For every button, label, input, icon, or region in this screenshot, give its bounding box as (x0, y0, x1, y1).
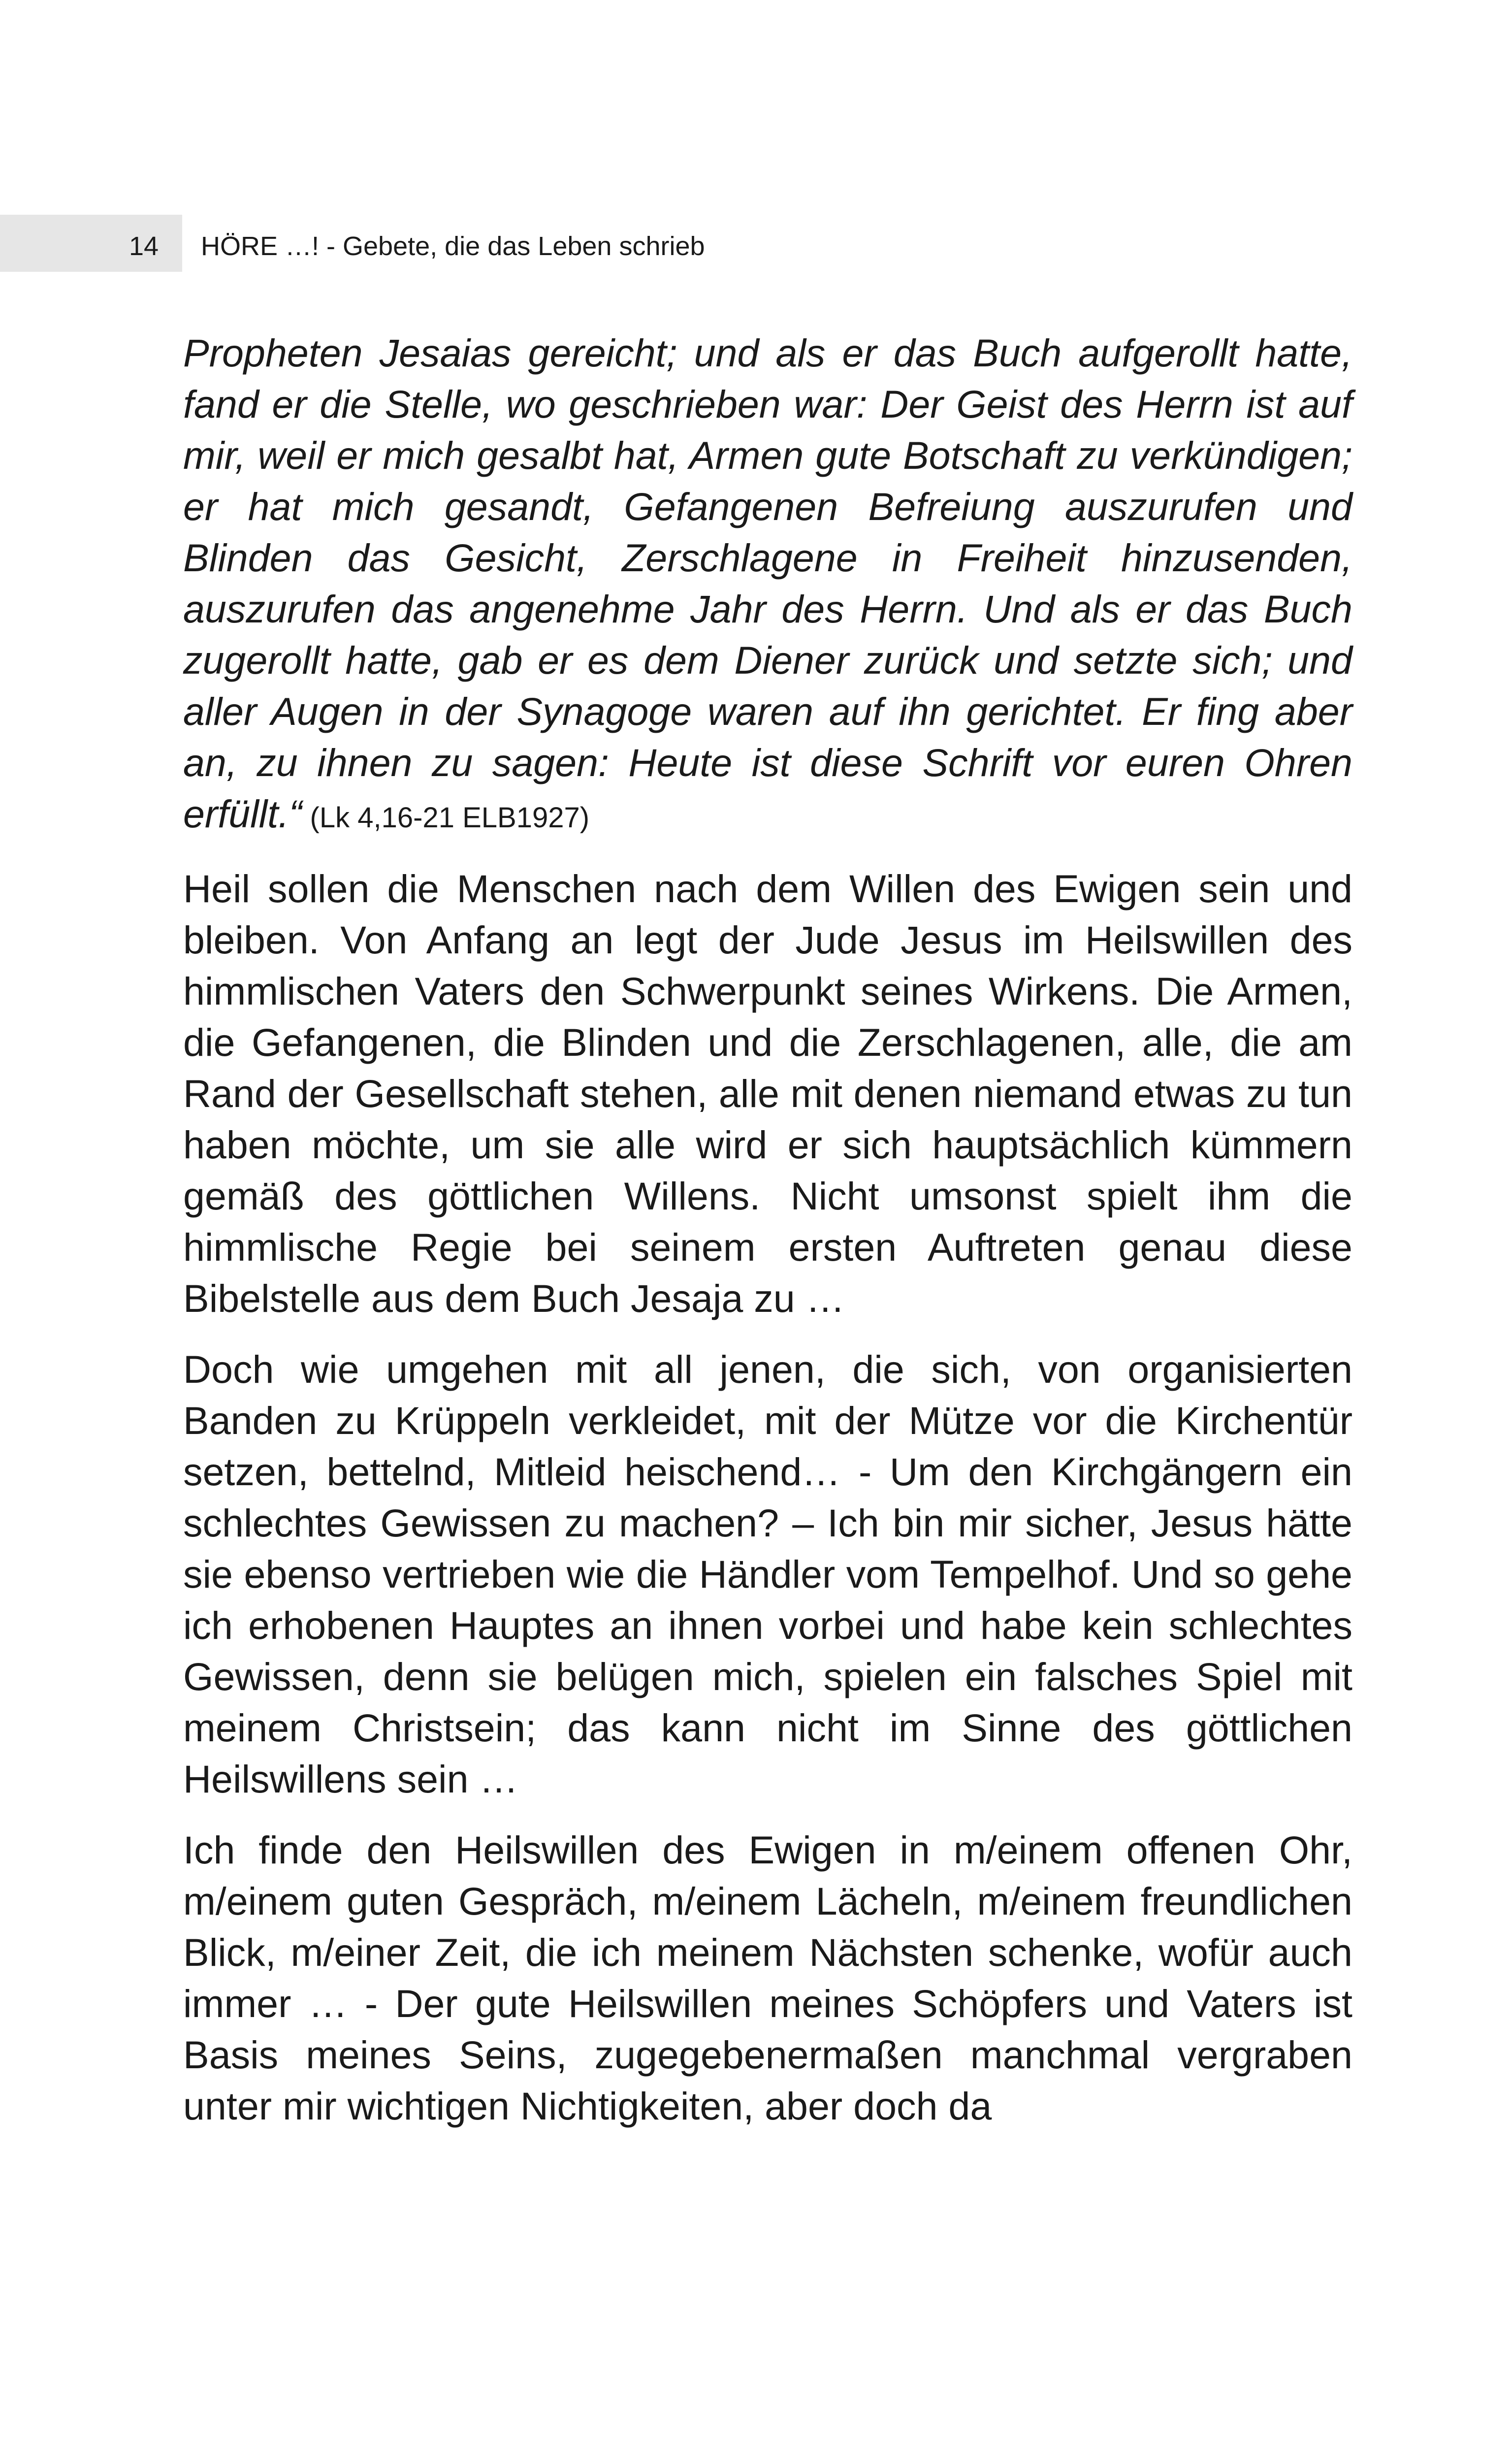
running-title: HÖRE …! - Gebete, die das Leben schrieb (201, 231, 705, 261)
bible-quote-paragraph (183, 327, 1352, 844)
body-paragraph-3: Ich finde den Heilswillen des Ewigen in m/einem offenen Ohr, m/einem guten Gespräch, m/einem Lächeln, m/einem freundlichen Blick, m/einer Zeit, die ich meinem Nächsten schenke, wofür auch immer … - Der gute Heilswillen meines Schöpfers und Vaters ist Basis meines Seins, zugegebenermaßen manchmal vergraben unter mir wichtigen Nichtigkeiten, aber doch da (183, 1828, 1352, 2128)
page-number: 14 (129, 231, 159, 261)
body-paragraph-2: Doch wie umgehen mit all jenen, die sich, von organisierten Banden zu Krüppeln verkleidet, mit der Mütze vor die Kirchentür setzen, bettelnd, Mitleid heischend… - Um den Kirchgängern ein schlechtes Gewissen zu machen? – Ich bin mir sicher, Jesus hätte sie ebenso vertrieben wie die Händler vom Tempelhof. Und so gehe ich erhobenen Hauptes an ihnen vorbei und habe kein schlechtes Gewissen, denn sie belügen mich, spielen ein falsches Spiel mit meinem Christsein; das kann nicht im Sinne des göttlichen Heilswillens sein … (183, 1347, 1352, 1801)
body-text (183, 327, 1352, 2151)
body-paragraph-1: Heil sollen die Menschen nach dem Willen des Ewigen sein und bleiben. Von Anfang an legt der Jude Jesus im Heilswillen des himmlischen Vaters den Schwerpunkt seines Wirkens. Die Armen, die Gefangenen, die Blinden und die Zerschlagenen, alle, die am Rand der Gesellschaft stehen, alle mit denen niemand etwas zu tun haben möchte, um sie alle wird er sich hauptsächlich kümmern gemäß des göttlichen Willens. Nicht umsonst spielt ihm die himmlische Regie bei seinem ersten Auftreten genau diese Bibelstelle aus dem Buch Jesaja zu … (183, 867, 1352, 1320)
bible-quote-reference: (Lk 4,16-21 ELB1927) (302, 802, 590, 834)
bible-quote-text: Propheten Jesaias gereicht; und als er das Buch aufgerollt hatte, fand er die Stelle, wo geschrieben war: Der Geist des Herrn ist auf mir, weil er mich gesalbt hat, Armen gute Botschaft zu verkündigen; er hat mich gesandt, Gefangenen Befreiung auszurufen und Blinden das Gesicht, Zerschlagene in Freiheit hinzusenden, auszurufen das angenehme Jahr des Herrn. Und als er das Buch zugerollt hatte, gab er es dem Diener zurück und setzte sich; und aller Augen in der Synagoge waren auf ihn gerichtet. Er fing aber an, zu ihnen zu sagen: Heute ist diese Schrift vor euren Ohren erfüllt.“ (183, 331, 1352, 836)
